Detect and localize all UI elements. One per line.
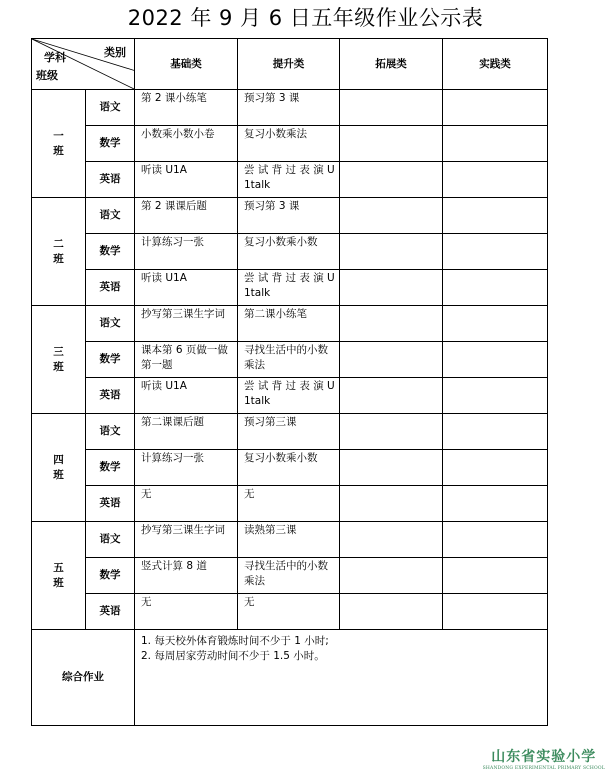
subject-cell: 英语 bbox=[86, 486, 135, 522]
extend-cell bbox=[340, 558, 443, 594]
basic-cell: 听读 U1A bbox=[135, 378, 238, 414]
header-row bbox=[32, 39, 548, 90]
extend-cell bbox=[340, 162, 443, 198]
improve-cell: 无 bbox=[238, 486, 340, 522]
subject-cell: 语文 bbox=[86, 414, 135, 450]
practice-cell bbox=[443, 594, 548, 630]
basic-cell: 无 bbox=[135, 594, 238, 630]
class-name-cell bbox=[32, 306, 86, 414]
extend-cell bbox=[340, 378, 443, 414]
practice-cell bbox=[443, 162, 548, 198]
diag-class-label: 班级 bbox=[36, 69, 58, 82]
subject-cell: 语文 bbox=[86, 522, 135, 558]
col-header-practice: 实践类 bbox=[443, 39, 548, 90]
practice-cell bbox=[443, 378, 548, 414]
extend-cell bbox=[340, 486, 443, 522]
extend-cell bbox=[340, 414, 443, 450]
basic-cell: 第 2 课课后题 bbox=[135, 198, 238, 234]
subject-cell: 语文 bbox=[86, 198, 135, 234]
class-name-cell bbox=[32, 198, 86, 306]
subject-cell: 语文 bbox=[86, 306, 135, 342]
table-row bbox=[32, 522, 548, 558]
subject-cell: 数学 bbox=[86, 450, 135, 486]
practice-cell bbox=[443, 558, 548, 594]
subject-cell: 英语 bbox=[86, 162, 135, 198]
class-name-label: 三班 bbox=[53, 345, 64, 373]
logo-text: 山东省实验小学 bbox=[491, 749, 597, 765]
extend-cell bbox=[340, 306, 443, 342]
col-header-extend: 拓展类 bbox=[340, 39, 443, 90]
subject-cell: 英语 bbox=[86, 594, 135, 630]
basic-cell: 听读 U1A bbox=[135, 162, 238, 198]
improve-cell: 无 bbox=[238, 594, 340, 630]
basic-cell: 抄写第三课生字词 bbox=[135, 306, 238, 342]
col-header-improve: 提升类 bbox=[238, 39, 340, 90]
class-name-label: 一班 bbox=[53, 129, 64, 157]
improve-cell: 第二课小练笔 bbox=[238, 306, 340, 342]
col-header-basic: 基础类 bbox=[135, 39, 238, 90]
practice-cell bbox=[443, 486, 548, 522]
class-name-label: 四班 bbox=[53, 453, 64, 481]
practice-cell bbox=[443, 90, 548, 126]
table-row bbox=[32, 378, 548, 414]
basic-cell: 计算练习一张 bbox=[135, 234, 238, 270]
subject-cell: 语文 bbox=[86, 90, 135, 126]
basic-cell: 竖式计算 8 道 bbox=[135, 558, 238, 594]
extend-cell bbox=[340, 270, 443, 306]
subject-cell: 数学 bbox=[86, 126, 135, 162]
basic-cell: 课本第 6 页做一做第一题 bbox=[135, 342, 238, 378]
improve-cell: 复习小数乘小数 bbox=[238, 234, 340, 270]
improve-cell: 复习小数乘法 bbox=[238, 126, 340, 162]
table-row bbox=[32, 450, 548, 486]
class-name-label: 五班 bbox=[53, 561, 64, 589]
basic-cell: 无 bbox=[135, 486, 238, 522]
subject-cell: 英语 bbox=[86, 270, 135, 306]
table-row bbox=[32, 558, 548, 594]
improve-cell: 寻找生活中的小数乘法 bbox=[238, 342, 340, 378]
practice-cell bbox=[443, 306, 548, 342]
basic-cell: 第二课课后题 bbox=[135, 414, 238, 450]
table-row bbox=[32, 234, 548, 270]
extend-cell bbox=[340, 198, 443, 234]
class-name-cell bbox=[32, 522, 86, 630]
extend-cell bbox=[340, 450, 443, 486]
diag-subject-label: 学科 bbox=[44, 51, 66, 64]
class-name-label: 二班 bbox=[53, 237, 64, 265]
basic-cell: 第 2 课小练笔 bbox=[135, 90, 238, 126]
improve-cell: 复习小数乘小数 bbox=[238, 450, 340, 486]
extend-cell bbox=[340, 126, 443, 162]
summary-item: 1. 每天校外体育锻炼时间不少于 1 小时; bbox=[141, 635, 329, 647]
table-row bbox=[32, 126, 548, 162]
basic-cell: 计算练习一张 bbox=[135, 450, 238, 486]
class-name-cell bbox=[32, 414, 86, 522]
table-row bbox=[32, 306, 548, 342]
table-row bbox=[32, 342, 548, 378]
improve-cell: 尝 试 背 过 表 演 U1talk bbox=[238, 270, 340, 306]
summary-item: 2. 每周居家劳动时间不少于 1.5 小时。 bbox=[141, 650, 325, 662]
basic-cell: 小数乘小数小卷 bbox=[135, 126, 238, 162]
basic-cell: 抄写第三课生字词 bbox=[135, 522, 238, 558]
summary-label: 综合作业 bbox=[32, 630, 135, 726]
practice-cell bbox=[443, 414, 548, 450]
table-row bbox=[32, 594, 548, 630]
extend-cell bbox=[340, 342, 443, 378]
summary-notes bbox=[135, 630, 548, 726]
diag-category-label: 类别 bbox=[104, 46, 126, 59]
logo-subtext: SHANDONG EXPERIMENTAL PRIMARY SCHOOL bbox=[482, 766, 605, 771]
practice-cell bbox=[443, 522, 548, 558]
extend-cell bbox=[340, 90, 443, 126]
improve-cell: 尝 试 背 过 表 演 U1talk bbox=[238, 378, 340, 414]
school-logo bbox=[483, 746, 605, 771]
subject-cell: 数学 bbox=[86, 558, 135, 594]
table-row bbox=[32, 198, 548, 234]
improve-cell: 预习第 3 课 bbox=[238, 90, 340, 126]
extend-cell bbox=[340, 234, 443, 270]
improve-cell: 读熟第三课 bbox=[238, 522, 340, 558]
homework-table bbox=[31, 38, 548, 726]
improve-cell: 寻找生活中的小数乘法 bbox=[238, 558, 340, 594]
practice-cell bbox=[443, 270, 548, 306]
table-row bbox=[32, 90, 548, 126]
extend-cell bbox=[340, 522, 443, 558]
class-name-cell bbox=[32, 90, 86, 198]
table-row bbox=[32, 162, 548, 198]
improve-cell: 尝 试 背 过 表 演 U1talk bbox=[238, 162, 340, 198]
practice-cell bbox=[443, 342, 548, 378]
summary-row bbox=[32, 630, 548, 726]
table-row bbox=[32, 270, 548, 306]
practice-cell bbox=[443, 126, 548, 162]
subject-cell: 数学 bbox=[86, 234, 135, 270]
table-row bbox=[32, 414, 548, 450]
subject-cell: 数学 bbox=[86, 342, 135, 378]
practice-cell bbox=[443, 234, 548, 270]
basic-cell: 听读 U1A bbox=[135, 270, 238, 306]
improve-cell: 预习第 3 课 bbox=[238, 198, 340, 234]
page-title: 2022 年 9 月 6 日五年级作业公示表 bbox=[127, 6, 484, 30]
subject-cell: 英语 bbox=[86, 378, 135, 414]
diagonal-header-cell bbox=[32, 39, 135, 90]
practice-cell bbox=[443, 450, 548, 486]
table-row bbox=[32, 486, 548, 522]
improve-cell: 预习第三课 bbox=[238, 414, 340, 450]
practice-cell bbox=[443, 198, 548, 234]
extend-cell bbox=[340, 594, 443, 630]
